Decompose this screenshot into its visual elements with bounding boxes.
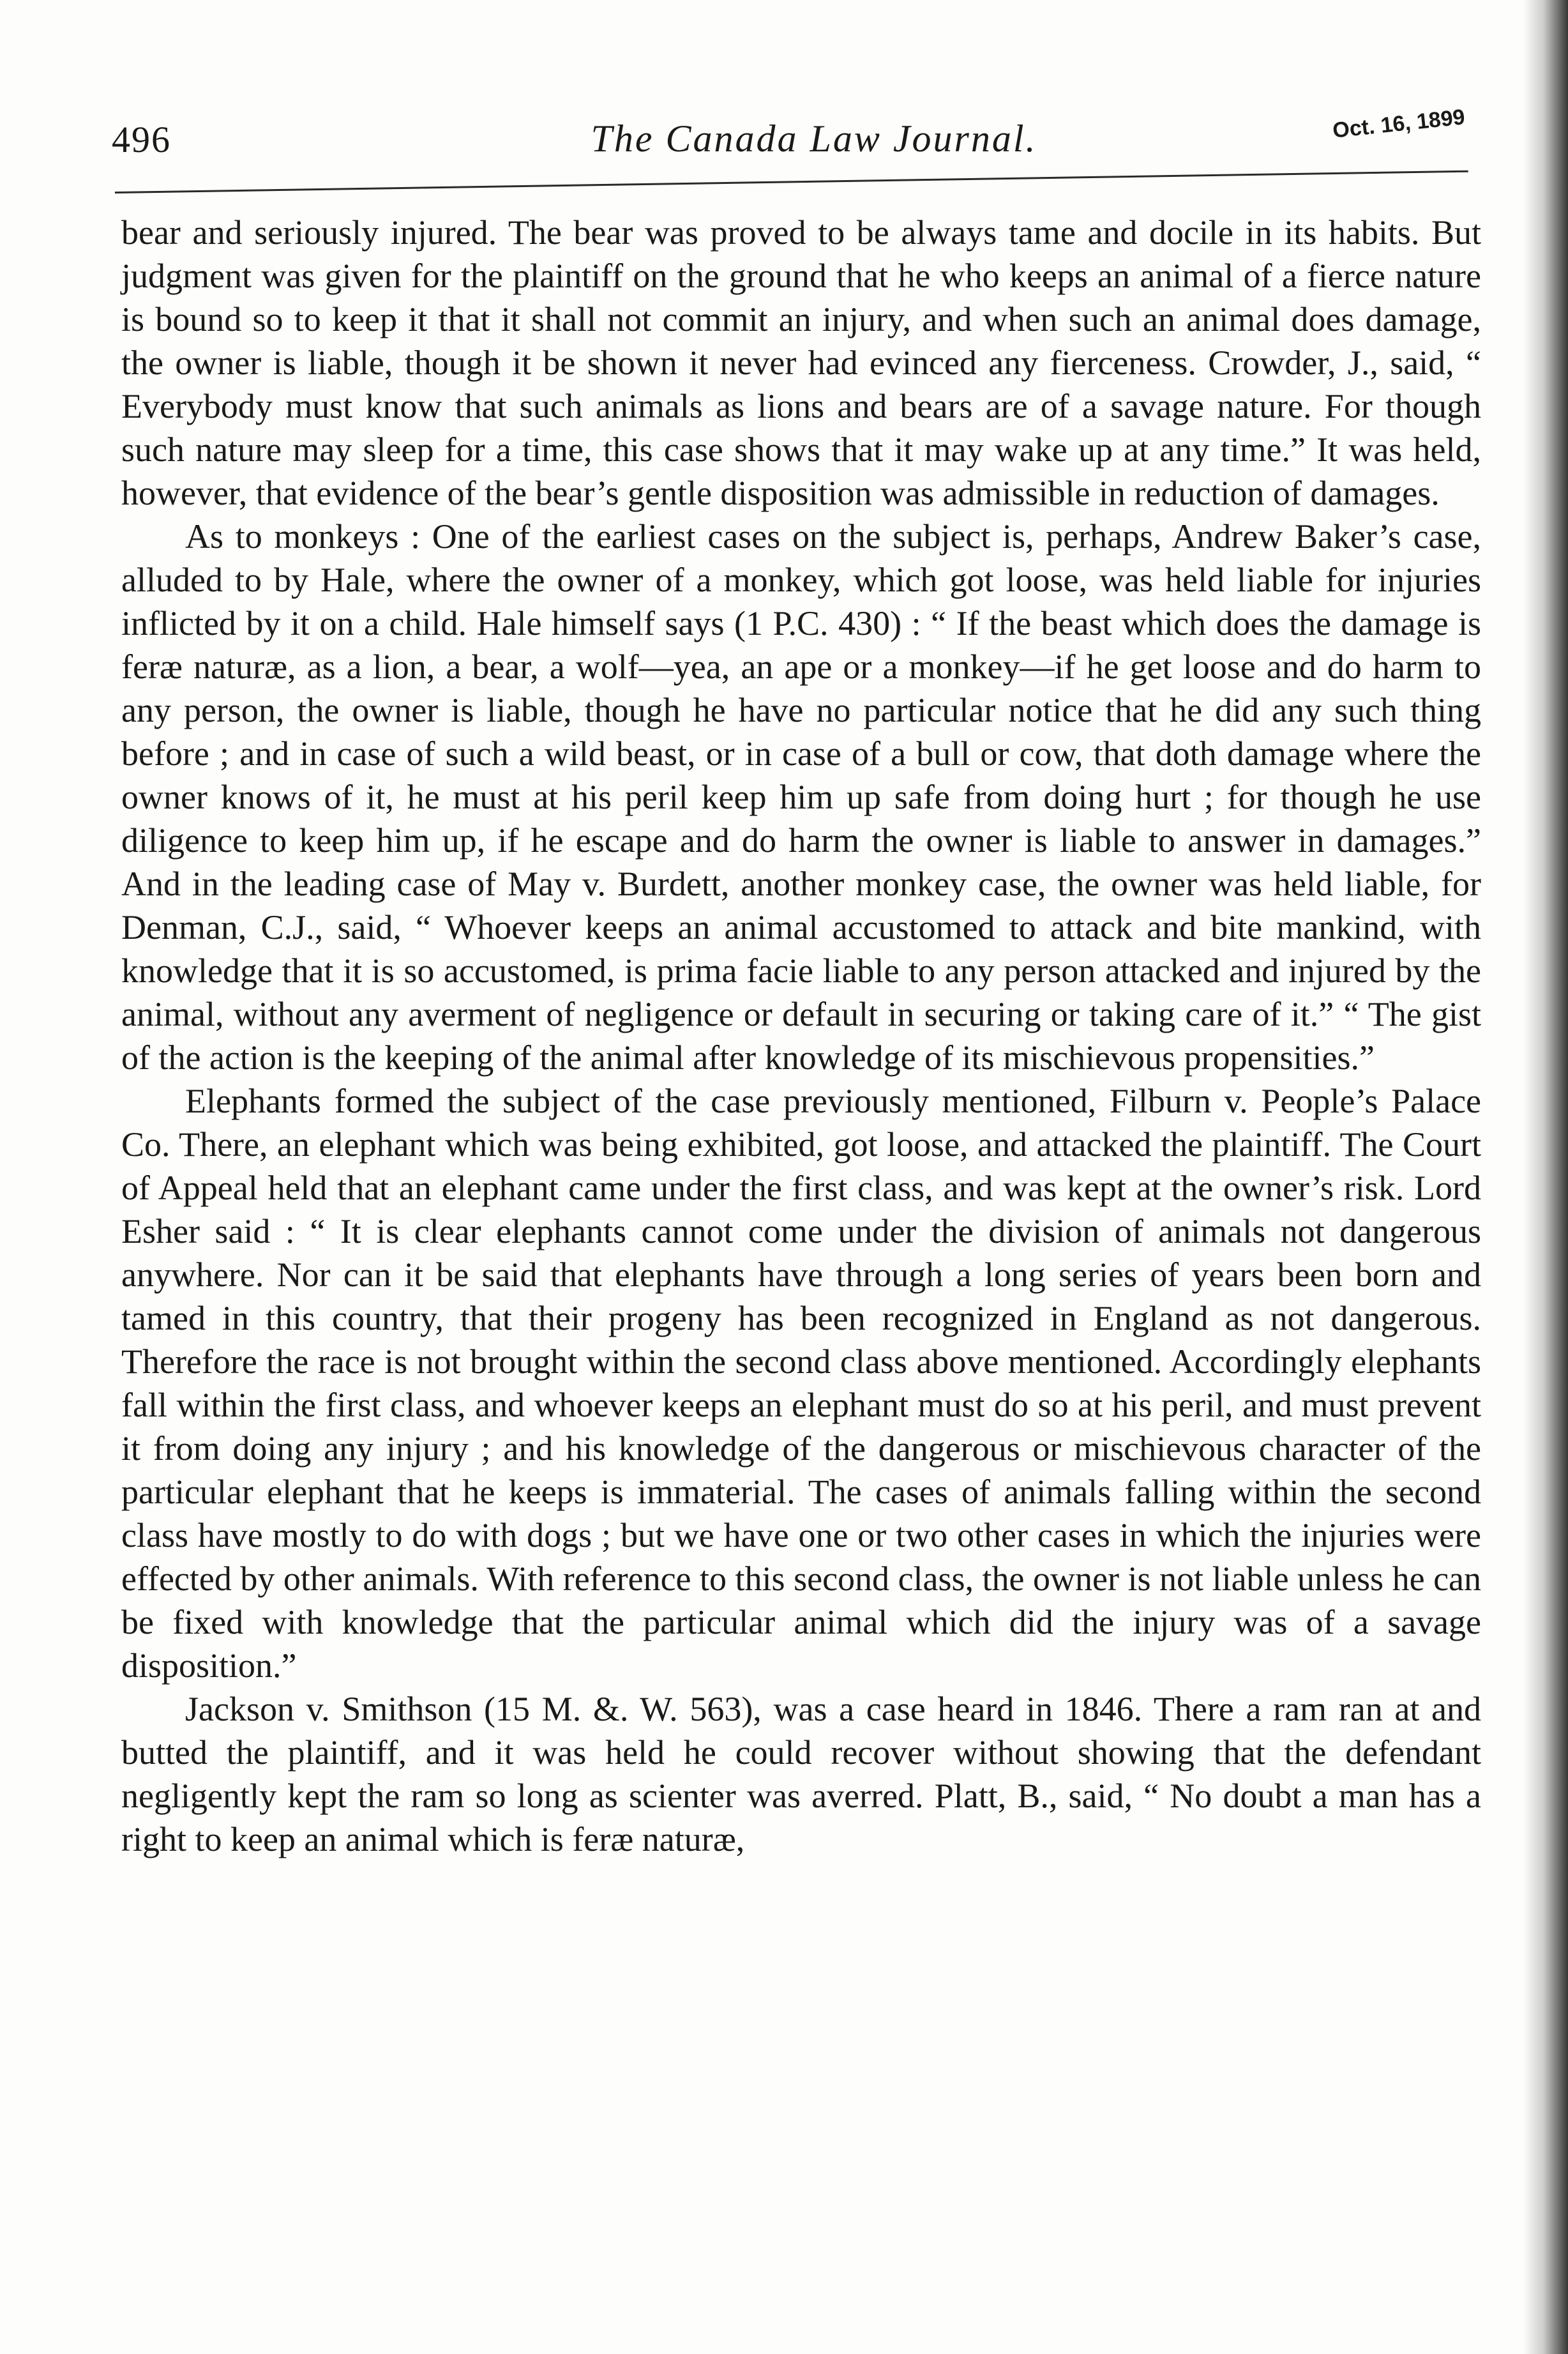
page-header	[112, 105, 1478, 169]
scan-edge-shadow	[1523, 0, 1568, 2354]
paragraph-elephants: Elephants formed the subject of the case previously mentioned, Filburn v. People’s Palace Co. There, an elephant which was being exhibited, got loose, and attacked the plaintiff. The Court of Appeal held that an elephant came under the first class, and was kept at the owner’s risk. Lord Esher said : “ It is clear elephants cannot come under the division of animals not dangerous anywhere. Nor can it be said that elephants have through a long series of years been born and tamed in this country, that their progeny has been recognized in England as not dangerous. Therefore the race is not brought within the second class above mentioned. Accordingly elephants fall within the first class, and whoever keeps an elephant must do so at his peril, and must prevent it from doing any injury ; and his knowledge of the dangerous or mischievous character of the particular elephant that he keeps is immaterial. The cases of animals falling within the second class have mostly to do with dogs ; but we have one or two other cases in which the injuries were effected by other animals. With reference to this second class, the owner is not liable unless he can be fixed with knowledge that the particular animal which did the injury was of a savage disposition.”	[121, 1082, 1481, 1685]
header-rule	[115, 171, 1468, 194]
running-title: The Canada Law Journal.	[591, 118, 1037, 160]
page-number: 496	[112, 119, 171, 160]
paragraph-ram-case: Jackson v. Smithson (15 M. &. W. 563), was a case heard in 1846. There a ram ran at and butted the plaintiff, and it was held he could recover without showing that the defendant negligently kept the ram so long as scienter was averred. Platt, B., said, “ No doubt a man has a right to keep an animal which is feræ naturæ,	[121, 1690, 1481, 1858]
paragraph-bear-case: bear and seriously injured. The bear was proved to be always tame and docile in its habits. But judgment was given for the plaintiff on the ground that he who keeps an animal of a fierce nature is bound so to keep it that it shall not commit an injury, and when such an animal does damage, the owner is liable, though it be shown it never had evinced any fierceness. Crowder, J., said, “ Everybody must know that such animals as lions and bears are of a savage nature. For though such nature may sleep for a time, this case shows that it may wake up at any time.” It was held, however, that evidence of the bear’s gentle disposition was admissible in reduction of damages.	[121, 213, 1481, 512]
issue-date: Oct. 16, 1899	[1331, 105, 1466, 143]
paragraph-monkeys: As to monkeys : One of the earliest cases on the subject is, perhaps, Andrew Baker’s case, alluded to by Hale, where the owner of a monkey, which got loose, was held liable for injuries inflicted by it on a child. Hale himself says (1 P.C. 430) : “ If the beast which does the damage is feræ naturæ, as a lion, a bear, a wolf—yea, an ape or a monkey—if he get loose and do harm to any person, the owner is liable, though he have no particular notice that he did any such thing before ; and in case of such a wild beast, or in case of a bull or cow, that doth damage where the owner knows of it, he must at his peril keep him up safe from doing hurt ; for though he use diligence to keep him up, if he escape and do harm the owner is liable to answer in damages.” And in the leading case of May v. Burdett, another monkey case, the owner was held liable, for Denman, C.J., said, “ Whoever keeps an animal accustomed to attack and bite mankind, with knowledge that it is so accustomed, is prima facie liable to any person attacked and injured by the animal, without any averment of negligence or default in securing or taking care of it.” “ The gist of the action is the keeping of the animal after knowledge of its mischievous propensities.”	[121, 517, 1481, 1077]
body-text	[121, 211, 1481, 1861]
